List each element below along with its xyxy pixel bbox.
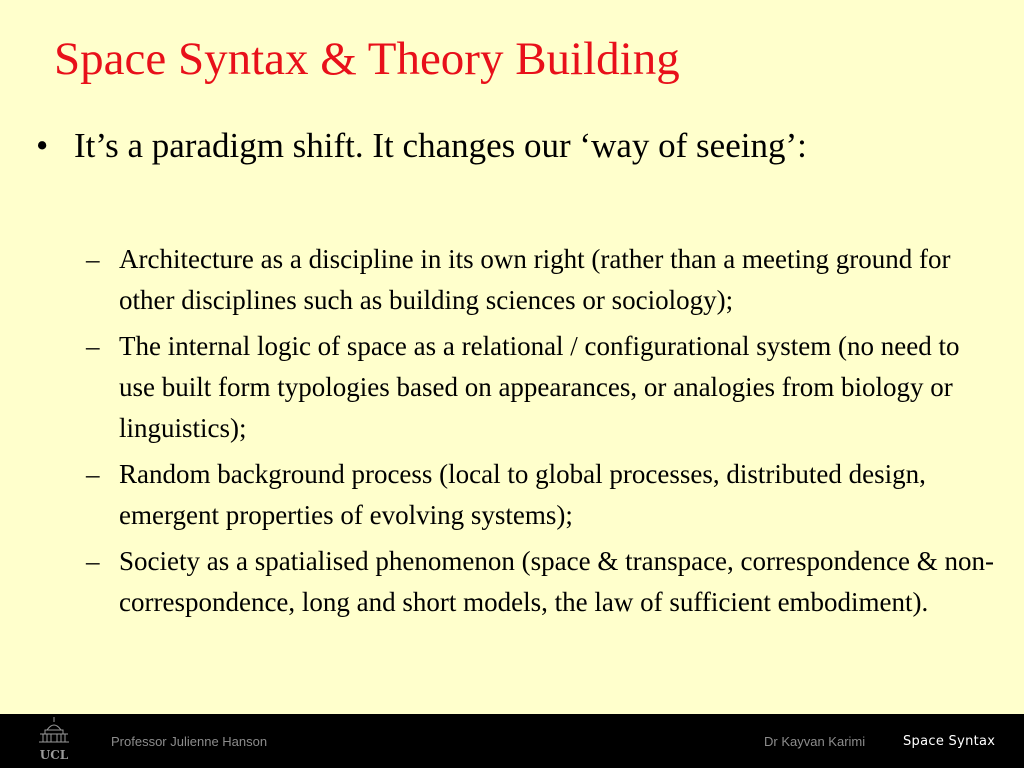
main-bullet bbox=[36, 124, 996, 168]
footer-author-middle: Dr Kayvan Karimi bbox=[764, 734, 866, 749]
ucl-logo bbox=[34, 714, 74, 768]
footer-bar bbox=[0, 714, 1024, 768]
bullet-marker: • bbox=[36, 126, 49, 165]
sub-bullet-text: Random background process (local to global processes, distributed design, emergent properties of evolving systems); bbox=[119, 459, 926, 530]
sub-bullet-marker: – bbox=[86, 331, 100, 361]
sub-bullet-architecture bbox=[86, 239, 996, 321]
slide-title: Space Syntax & Theory Building bbox=[54, 33, 680, 85]
sub-bullet-marker: – bbox=[86, 459, 100, 489]
sub-bullet-list bbox=[86, 239, 996, 628]
svg-text:UCL: UCL bbox=[39, 748, 69, 762]
footer-author-left: Professor Julienne Hanson bbox=[111, 734, 268, 749]
sub-bullet-text: The internal logic of space as a relational / configurational system (no need to use built form typologies based on appearances, or analogies from biology or linguistics); bbox=[119, 331, 960, 443]
footer-brand: Space Syntax bbox=[903, 734, 996, 749]
sub-bullet-text: Architecture as a discipline in its own right (rather than a meeting ground for other disciplines such as building sciences or sociology); bbox=[119, 244, 951, 315]
main-bullet-text: It’s a paradigm shift. It changes our ‘way of seeing’: bbox=[74, 126, 807, 165]
sub-bullet-internal-logic bbox=[86, 326, 996, 449]
sub-bullet-society bbox=[86, 541, 996, 623]
sub-bullet-random-process bbox=[86, 454, 996, 536]
sub-bullet-marker: – bbox=[86, 546, 100, 576]
sub-bullet-marker: – bbox=[86, 244, 100, 274]
sub-bullet-text: Society as a spatialised phenomenon (space & transpace, correspondence & non-correspondence, long and short models, the law of sufficient embodiment). bbox=[119, 546, 994, 617]
